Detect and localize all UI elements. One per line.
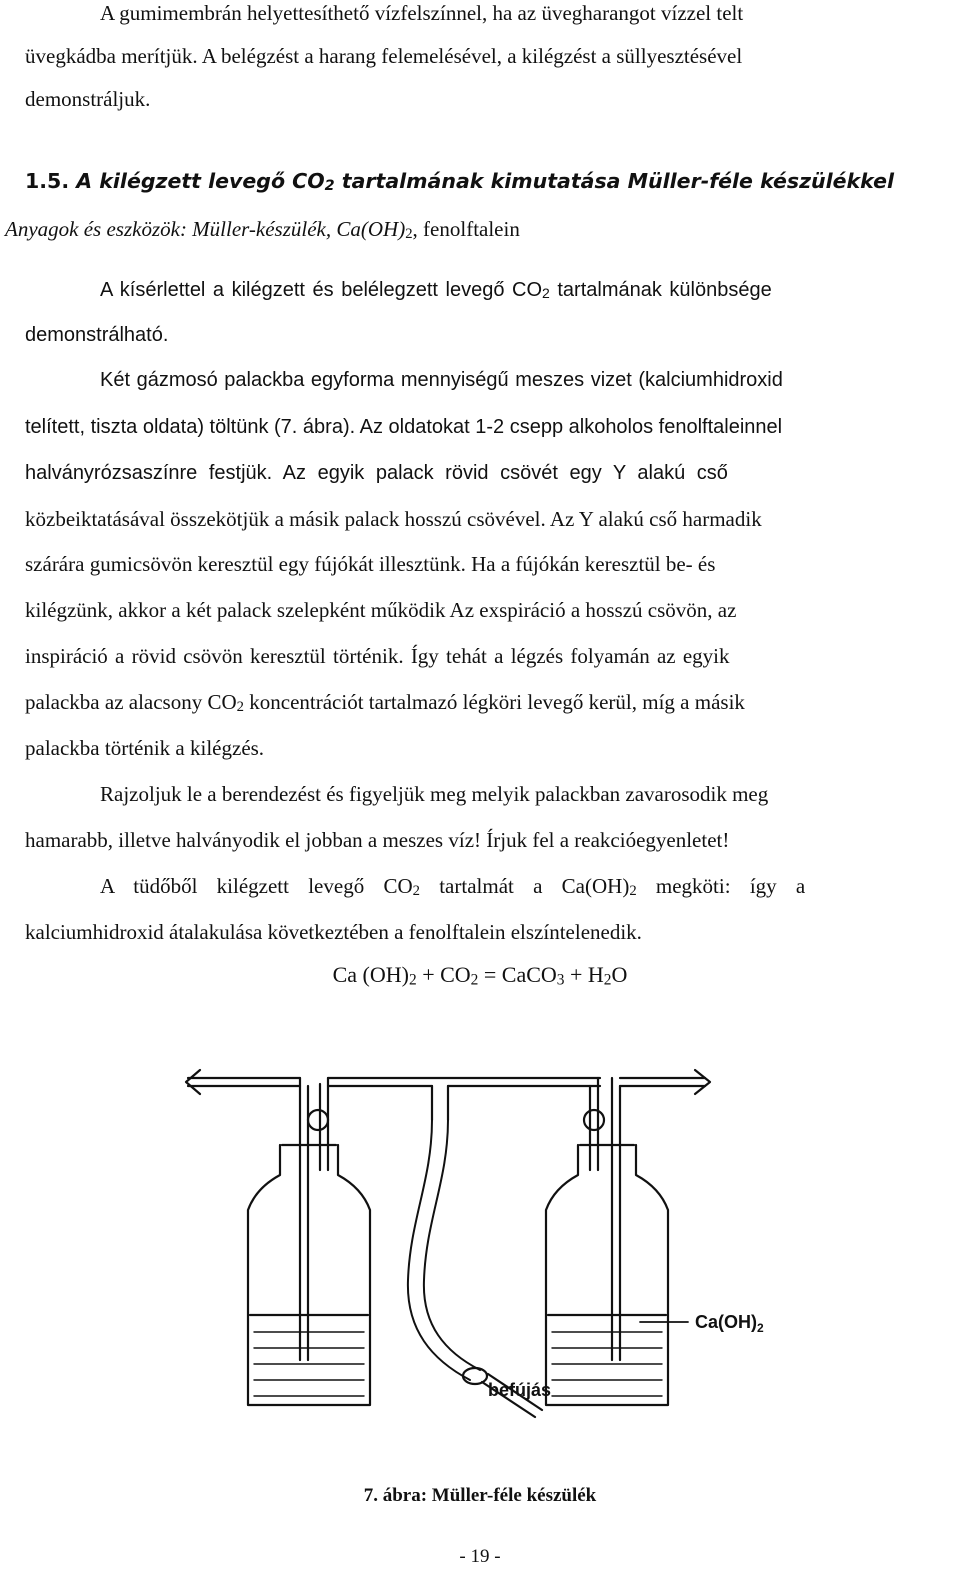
- para2-line-8: palackba az alacsony $CO_2$ koncentrációt tartalmazó légköri levegő kerül, míg a másik: [25, 690, 745, 716]
- intro-line-3: demonstráljuk.: [25, 87, 151, 111]
- para2-line-3: halványrózsaszínre festjük. Az egyik palack rövid csövét egy Y alakú cső: [25, 462, 728, 484]
- materials-line: Anyagok és eszközök: Müller-készülék, $Ca(OH)_2$, fenolftalein: [5, 217, 520, 243]
- intro-line-2: üvegkádba merítjük. A belégzést a harang felemelésével, a kilégzést a süllyesztésével: [25, 44, 743, 68]
- para2-line-6: kilégzünk, akkor a két palack szelepként működik Az exspiráció a hosszú csövön, az: [25, 598, 737, 622]
- muller-apparatus-figure: [170, 1060, 790, 1420]
- left-inlet-arrow-icon: [186, 1070, 300, 1094]
- right-bottle: [546, 1145, 668, 1405]
- para1-line-2: demonstrálható.: [25, 324, 169, 346]
- para2-line-1: Két gázmosó palackba egyforma mennyiségű meszes vizet (kalciumhidroxid: [100, 369, 783, 391]
- left-long-tube: [300, 1078, 308, 1360]
- para4-line-1: A tüdőből kilégzett levegő $CO_2$ tartalmát a $Ca(OH)_2$ megköti: így a: [100, 874, 806, 900]
- para3-line-1: Rajzoljuk le a berendezést és figyeljük meg melyik palackban zavarosodik meg: [100, 782, 769, 806]
- section-number: 1.5.: [25, 169, 70, 193]
- left-valve-bulb: [308, 1110, 328, 1130]
- y-branch: [432, 1086, 448, 1120]
- para1-line-1: A kísérlettel a kilégzett és belélegzett levegő $CO_2$ tartalmának különbsége: [100, 279, 772, 302]
- reaction-equation: Ca $(OH)_2 + CO_2$ = CaCO$_3$ + $H_2O$: [332, 962, 628, 989]
- para2-line-2: telített, tiszta oldata) töltünk (7. ábra). Az oldatokat 1-2 csepp alkoholos fenolftaleinnel: [25, 416, 783, 438]
- solution-label: $Ca(OH)_2$: [695, 1312, 764, 1335]
- right-short-tube: [590, 1078, 598, 1170]
- para2-line-7: inspiráció a rövid csövön keresztül történik. Így tehát a légzés folyamán az egyik: [25, 644, 730, 668]
- page-number: - 19 -: [459, 1546, 501, 1567]
- para2-line-4: közbeiktatásával összekötjük a másik palack hosszú csövével. Az Y alakú cső harmadik: [25, 507, 762, 531]
- para2-line-9: palackba történik a kilégzés.: [25, 736, 265, 760]
- blow-label: befújás: [488, 1380, 552, 1400]
- intro-line-1: A gumimembrán helyettesíthető vízfelszínnel, ha az üvegharangot vízzel telt: [100, 1, 744, 25]
- connecting-tube: [328, 1078, 600, 1086]
- para3-line-2: hamarabb, illetve halványodik el jobban a meszes víz! Írjuk fel a reakcióegyenletet!: [25, 828, 730, 852]
- right-outlet-arrow-icon: [620, 1070, 710, 1094]
- right-long-tube: [612, 1078, 620, 1360]
- figure-caption: 7. ábra: Müller-féle készülék: [363, 1485, 597, 1506]
- section-heading: 1.5. A kilégzett levegő $CO_2$ tartalmának kimutatása Müller-féle készülékkel: [25, 169, 895, 195]
- para4-line-2: kalciumhidroxid átalakulása következtében a fenolftalein elszíntelenedik.: [25, 920, 642, 944]
- right-valve-bulb: [584, 1110, 604, 1130]
- para2-line-5: szárára gumicsövön keresztül egy fújókát illesztünk. Ha a fújókán keresztül be- és: [25, 552, 716, 576]
